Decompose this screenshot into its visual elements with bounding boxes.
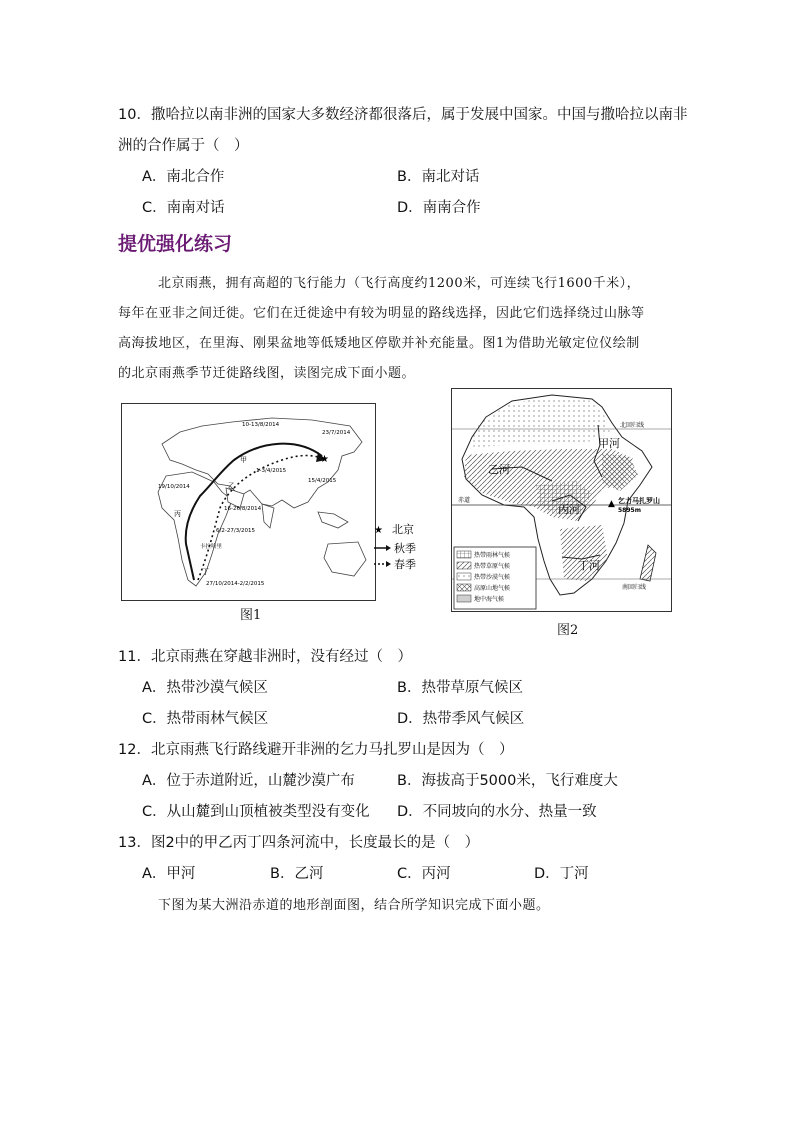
q10-option-d: D．南南合作	[397, 200, 481, 216]
figure1-map	[121, 403, 376, 601]
bing-river-label: 丙河	[558, 503, 580, 516]
legend-mediterranean-swatch	[457, 595, 471, 602]
legend-savanna-swatch	[457, 562, 471, 569]
legend-mediterranean-label: 地中海气候	[474, 596, 505, 603]
mountain-elevation: 5895m	[618, 507, 641, 514]
q12-stem: 12．北京雨燕飞行路线避开非洲的乞力马扎罗山是因为（ ）	[118, 742, 514, 758]
desert-zone	[470, 397, 610, 447]
date-label-6: 16-26/8/2014	[224, 506, 262, 512]
q12-option-c: C．从山麓到山顶植被类型没有变化	[142, 804, 370, 820]
figure1-map-svg	[122, 404, 375, 600]
mountain-triangle-icon: ▲	[608, 499, 615, 509]
figure2-caption: 图2	[557, 623, 579, 638]
south-tropic-label: 南回归线	[622, 584, 647, 591]
yi-river-label: 乙河	[488, 463, 510, 476]
equator-label: 赤道	[458, 497, 471, 504]
passage-line-3: 高海拔地区，在里海、刚果盆地等低矮地区停歇并补充能量。图1为借助光敏定位仪绘制	[118, 336, 640, 351]
mountain-label: 乞力马扎罗山	[618, 497, 660, 505]
q13-option-a: A．甲河	[142, 866, 196, 882]
q10-option-c: C．南南对话	[142, 200, 225, 216]
q11-option-b: B．热带草原气候区	[397, 680, 523, 696]
figure1-caption: 图1	[240, 608, 262, 623]
legend-desert-label: 热带沙漠气候	[474, 574, 511, 581]
legend-savanna-label: 热带草原气候	[474, 563, 511, 570]
legend-star-icon: ★	[374, 525, 383, 536]
region-label-kalahari: 卡拉哈里	[200, 544, 223, 550]
madagascar	[640, 545, 656, 581]
q11-option-d: D．热带季风气候区	[397, 711, 525, 727]
ding-river-label: 丁河	[578, 559, 600, 572]
passage-line-4: 的北京雨燕季节迁徙路线图，读图完成下面小题。	[118, 366, 416, 381]
q13-option-c: C．丙河	[397, 866, 451, 882]
figure1-legend	[372, 520, 432, 572]
jia-river-label: 甲河	[598, 437, 620, 450]
southern-savanna-zone	[560, 525, 608, 581]
region-label-bing: 丙	[174, 510, 181, 518]
figure2-map	[451, 388, 672, 612]
legend-highland-swatch	[457, 584, 471, 591]
section-heading: 提优强化练习	[118, 233, 233, 255]
q10-stem-line2: 洲的合作属于（ ）	[118, 138, 249, 154]
q11-option-a: A．热带沙漠气候区	[142, 680, 268, 696]
closing-instruction: 下图为某大洲沿赤道的地形剖面图，结合所学知识完成下面小题。	[158, 898, 550, 913]
legend-spring-label: 春季	[394, 558, 416, 571]
north-tropic-label: 北回归线	[620, 422, 645, 429]
date-label-4: 19/10/2014	[158, 484, 190, 490]
region-label-jia: 甲	[240, 456, 247, 464]
q12-option-b: B．海拔高于5000米，飞行难度大	[397, 773, 618, 789]
legend-desert-swatch	[457, 573, 471, 580]
beijing-star-icon: ★	[320, 454, 329, 465]
q12-option-a: A．位于赤道附近，山麓沙漠广布	[142, 773, 355, 789]
figure2-map-svg	[452, 389, 671, 611]
legend-beijing-label: 北京	[392, 523, 414, 536]
date-label-7: 6/2-27/3/2015	[216, 528, 256, 534]
legend-autumn-arrow-icon	[386, 545, 391, 551]
islands-landmass	[318, 512, 348, 528]
q10-option-b: B．南北对话	[397, 169, 480, 185]
date-label-5: 15/4/2015	[308, 478, 337, 484]
q11-stem: 11．北京雨燕在穿越非洲时，没有经过（ ）	[118, 649, 412, 665]
passage-line-2: 每年在亚非之间迁徙。它们在迁徙途中有较为明显的路线选择，因此它们选择绕过山脉等	[118, 306, 645, 321]
legend-autumn-label: 秋季	[394, 542, 416, 555]
legend-highland-label: 高原山地气候	[474, 585, 511, 592]
q13-option-d: D．丁河	[534, 866, 589, 882]
q11-option-c: C．热带雨林气候区	[142, 711, 269, 727]
q13-option-b: B．乙河	[270, 866, 324, 882]
q13-stem: 13．图2中的甲乙丙丁四条河流中，长度最长的是（ ）	[118, 835, 480, 851]
legend-spring-arrow-icon	[386, 561, 391, 567]
date-label-1: 10-13/8/2014	[242, 422, 280, 428]
india-landmass	[262, 504, 274, 528]
passage-line-1: 北京雨燕，拥有高超的飞行能力（飞行高度约1200米，可连续飞行1600千米），	[158, 276, 641, 291]
q10-option-a: A．南北合作	[142, 169, 225, 185]
legend-rainforest-label: 热带雨林气候	[474, 552, 511, 559]
region-label-ding: 丁	[202, 568, 209, 576]
date-label-3: 1-3/4/2015	[256, 468, 287, 474]
australia-landmass	[324, 542, 366, 576]
region-label-yi: 乙	[228, 482, 235, 490]
date-label-8: 27/10/2014-2/2/2015	[206, 581, 265, 587]
legend-rainforest-swatch	[457, 551, 471, 558]
q10-stem-line1: 10．撒哈拉以南非洲的国家大多数经济都很落后，属于发展中国家。中国与撒哈拉以南非	[118, 107, 688, 123]
date-label-2: 23/7/2014	[322, 430, 351, 436]
q12-option-d: D．不同坡向的水分、热量一致	[397, 804, 597, 820]
